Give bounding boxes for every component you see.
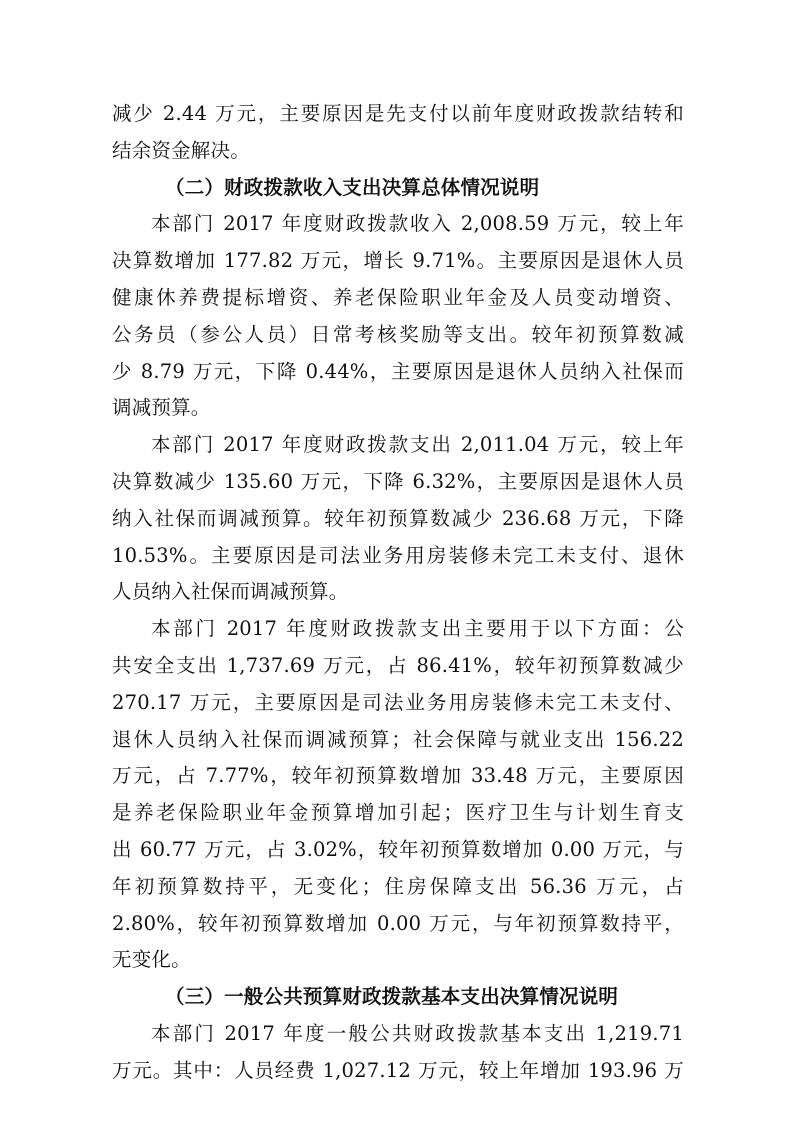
paragraph-line: 决算数减少 135.60 万元，下降 6.32%，主要原因是退休人员 — [112, 469, 684, 493]
paragraph-line: 本部门 2017 年度财政拨款收入 2,008.59 万元，较上年 — [151, 212, 684, 236]
paragraph-line: 结余资金解决。 — [112, 138, 250, 162]
paragraph-line: 出 60.77 万元，占 3.02%，较年初预算数增加 0.00 万元，与 — [112, 837, 684, 861]
paragraph-line: 人员纳入社保而调减预算。 — [112, 580, 349, 604]
paragraph-line: 万元。其中：人员经费 1,027.12 万元，较上年增加 193.96 万 — [112, 1058, 684, 1082]
paragraph-line: 是养老保险职业年金预算增加引起；医疗卫生与计划生育支 — [112, 801, 684, 825]
paragraph-line: 年初预算数持平，无变化；住房保障支出 56.36 万元，占 — [112, 874, 684, 898]
paragraph-line: 纳入社保而调减预算。较年初预算数减少 236.68 万元，下降 — [112, 506, 684, 530]
section-heading: （二）财政拨款收入支出决算总体情况说明 — [165, 175, 540, 199]
paragraph-line: 公务员（参公人员）日常考核奖励等支出。较年初预算数减 — [112, 322, 684, 346]
paragraph-line: 10.53%。主要原因是司法业务用房装修未完工未支付、退休 — [112, 543, 684, 567]
document-page — [112, 96, 684, 1090]
paragraph-line: 无变化。 — [112, 948, 191, 972]
paragraph-line: 共安全支出 1,737.69 万元，占 86.41%，较年初预算数减少 — [112, 653, 684, 677]
paragraph-line: 万元，占 7.77%，较年初预算数增加 33.48 万元，主要原因 — [112, 764, 684, 788]
paragraph-line: 270.17 万元，主要原因是司法业务用房装修未完工未支付、 — [112, 690, 684, 714]
paragraph-line: 本部门 2017 年度财政拨款支出主要用于以下方面：公 — [151, 617, 684, 641]
paragraph-line: 本部门 2017 年度财政拨款支出 2,011.04 万元，较上年 — [151, 433, 684, 457]
paragraph-line: 健康休养费提标增资、养老保险职业年金及人员变动增资、 — [112, 285, 684, 309]
paragraph-line: 本部门 2017 年度一般公共财政拨款基本支出 1,219.71 — [151, 1021, 684, 1045]
paragraph-line: 决算数增加 177.82 万元，增长 9.71%。主要原因是退休人员 — [112, 249, 684, 273]
section-heading: （三）一般公共预算财政拨款基本支出决算情况说明 — [165, 985, 619, 1009]
paragraph-line: 调减预算。 — [112, 396, 211, 420]
paragraph-line: 减少 2.44 万元，主要原因是先支付以前年度财政拨款结转和 — [112, 102, 684, 125]
paragraph-line: 退休人员纳入社保而调减预算；社会保障与就业支出 156.22 — [112, 727, 684, 751]
paragraph-line: 2.80%，较年初预算数增加 0.00 万元，与年初预算数持平， — [112, 911, 684, 935]
paragraph-line: 少 8.79 万元，下降 0.44%，主要原因是退休人员纳入社保而 — [112, 359, 684, 383]
